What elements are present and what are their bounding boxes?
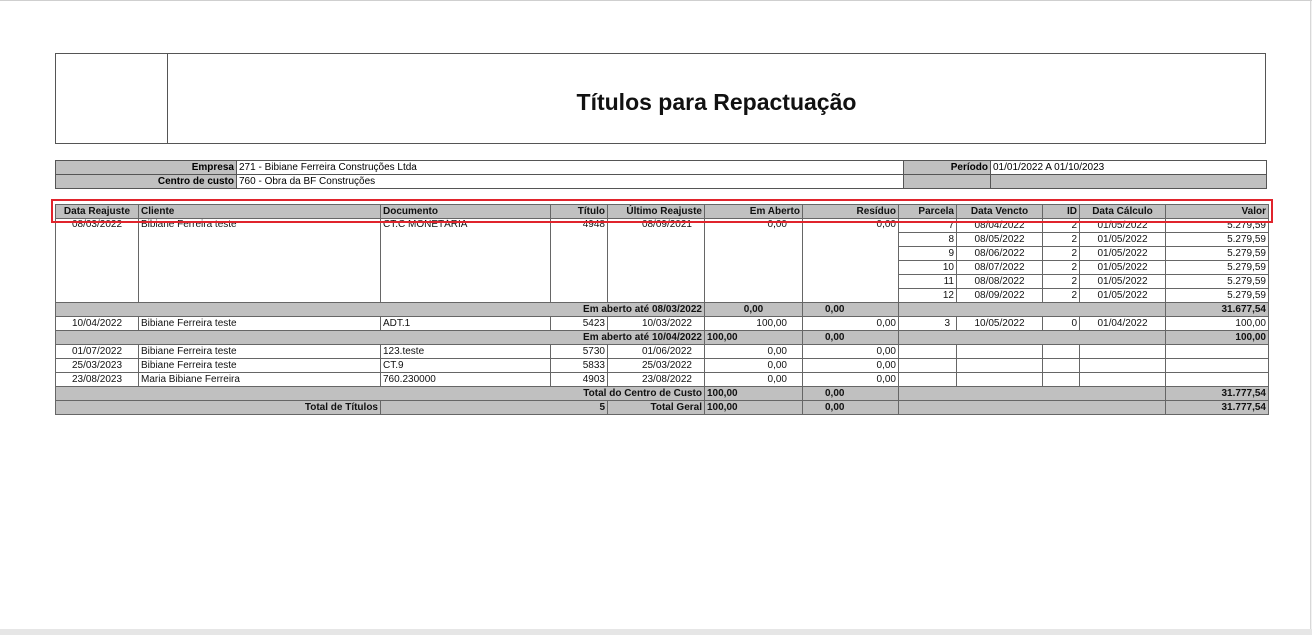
titulos-table (55, 204, 1269, 415)
table-row: 11 08/08/2022 2 01/05/2022 5.279,59 (56, 275, 1269, 289)
report-header (55, 53, 1266, 144)
total-centro-custo-row: Total do Centro de Custo 100,00 0,00 31.777,54 (56, 387, 1269, 401)
empresa-value: 271 - Bibiane Ferreira Construções Ltda (237, 161, 904, 175)
col-header: Data Vencto (957, 205, 1043, 219)
periodo-label: Período (904, 161, 991, 175)
col-header: Em Aberto (705, 205, 803, 219)
empresa-label: Empresa (56, 161, 237, 175)
top-border (0, 0, 1312, 1)
col-header: Cliente (139, 205, 381, 219)
subtotal-row: Em aberto até 08/03/2022 0,00 0,00 31.677,54 (56, 303, 1269, 317)
periodo-value: 01/01/2022 A 01/10/2023 (991, 161, 1267, 175)
report-info-table (55, 160, 1267, 189)
table-row: 25/03/2023 Bibiane Ferreira teste CT.9 5833 25/03/2022 0,00 0,00 (56, 359, 1269, 373)
subtotal-row: Em aberto até 10/04/2022 100,00 0,00 100,00 (56, 331, 1269, 345)
report-title: Títulos para Repactuação (576, 89, 857, 115)
col-header: Data Cálculo (1080, 205, 1166, 219)
table-row: 9 08/06/2022 2 01/05/2022 5.279,59 (56, 247, 1269, 261)
col-header: Documento (381, 205, 551, 219)
bottom-bar (0, 629, 1312, 635)
table-row: 10/04/2022 Bibiane Ferreira teste ADT.1 5423 10/03/2022 100,00 0,00 3 10/05/2022 0 01/04/2022 100,00 (56, 317, 1269, 331)
col-header: Título (551, 205, 608, 219)
centro-custo-label: Centro de custo (56, 175, 237, 189)
logo-placeholder (56, 54, 168, 143)
table-header-row (56, 205, 1269, 219)
col-header: Resíduo (803, 205, 899, 219)
centro-custo-value: 760 - Obra da BF Construções (237, 175, 904, 189)
col-header: Data Reajuste (56, 205, 139, 219)
table-row: 08/03/2022 Bibiane Ferreira teste CT.C MONETÁRIA 4948 08/09/2021 0,00 0,00 7 08/04/2022 2 01/05/2022 5.279,59 (56, 219, 1269, 233)
table-row: 8 08/05/2022 2 01/05/2022 5.279,59 (56, 233, 1269, 247)
table-row: 12 08/09/2022 2 01/05/2022 5.279,59 (56, 289, 1269, 303)
col-header: Valor (1166, 205, 1269, 219)
col-header: Último Reajuste (608, 205, 705, 219)
table-row: 10 08/07/2022 2 01/05/2022 5.279,59 (56, 261, 1269, 275)
col-header: Parcela (899, 205, 957, 219)
table-row: 23/08/2023 Maria Bibiane Ferreira 760.230000 4903 23/08/2022 0,00 0,00 (56, 373, 1269, 387)
col-header: ID (1043, 205, 1080, 219)
total-geral-row: Total de Títulos 5 Total Geral 100,00 0,00 31.777,54 (56, 401, 1269, 415)
table-row: 01/07/2022 Bibiane Ferreira teste 123.teste 5730 01/06/2022 0,00 0,00 (56, 345, 1269, 359)
